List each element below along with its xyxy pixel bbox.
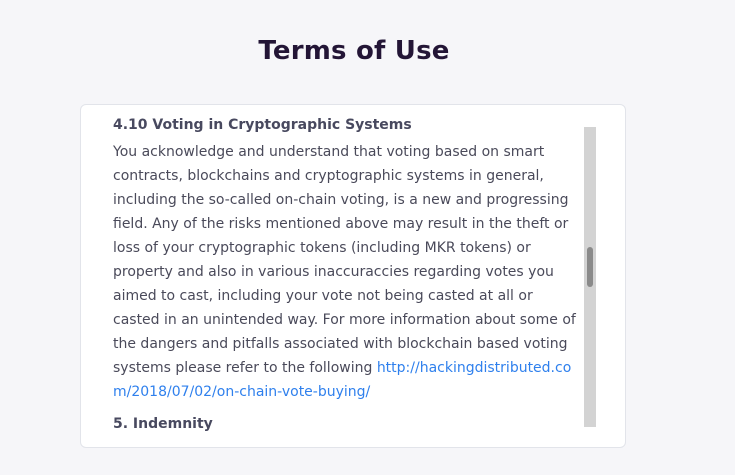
terms-card [80, 104, 626, 448]
section-body-voting-text: You acknowledge and understand that voting based on smart contracts, blockchains and cryptographic systems in general, including the so-called on-chain voting, is a new and progressing field. Any of the risks mentioned above may result in the theft or loss of your cryptographic tokens (including MKR tokens) or property and also in various inaccuraccies regarding votes you aimed to cast, including your vote not being casted at all or casted in an unintended way. For more information about some of the dangers and pitfalls associated with blockchain based voting systems please refer to the following [113, 144, 576, 376]
page-title: Terms of Use [258, 36, 450, 66]
scrollbar-thumb[interactable] [587, 247, 593, 287]
section-heading-voting: 4.10 Voting in Cryptographic Systems [113, 117, 412, 133]
on-chain-vote-buying-link[interactable]: http://hackingdistributed.com/2018/07/02/on-chain-vote-buying/ [113, 360, 572, 400]
terms-scroll-area[interactable] [113, 117, 583, 432]
section-body-voting [113, 140, 583, 404]
terms-content [113, 113, 583, 439]
section-heading-indemnity: 5. Indemnity [113, 416, 213, 432]
scrollbar-track[interactable] [584, 127, 596, 427]
